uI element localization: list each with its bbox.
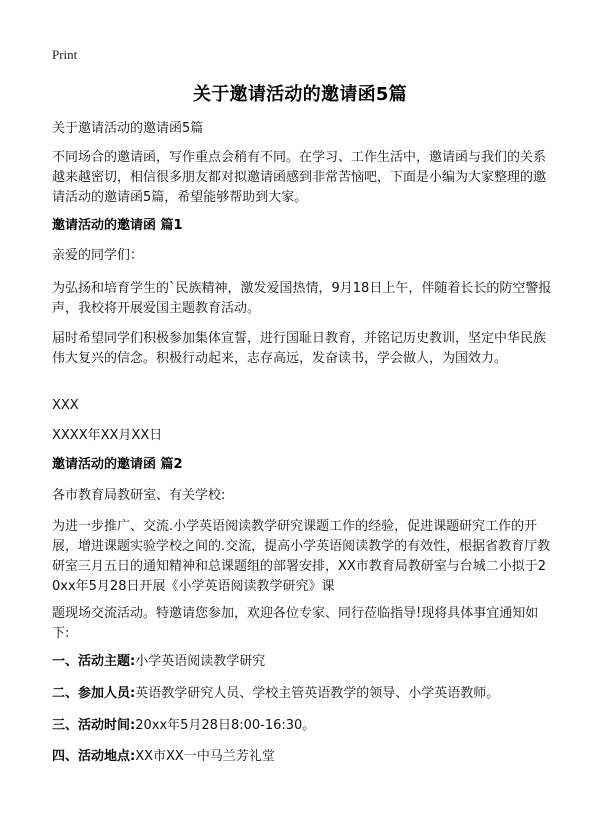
activity-item-label: 一、活动主题: xyxy=(52,654,136,669)
activity-item-value: 英语教学研究人员、学校主管英语教学的领导、小学英语教师。 xyxy=(135,686,500,701)
activity-item-value: XX市XX一中马兰芳礼堂 xyxy=(135,749,275,764)
letter1-paragraph-1: 为弘扬和培育学生的`民族精神，激发爱国热情，9月18日上午，伴随着长长的防空警报声，我校将开展爱国主题教育活动。 xyxy=(52,281,552,316)
letter2-paragraph-1: 为进一步推广、交流.小学英语阅读教学研究课题工作的经验，促进课题研究工作的开展，增进课题实验学校之间的.交流，提高小学英语阅读教学的有效性，根据省教育厅教研室三月五日的通知精神和总课题组的部署安排，XX市教育局教研室与台城二小拟于20xx年5月28日开展《小学英语阅读教学研究》课 xyxy=(52,519,551,594)
letter2-paragraph-2: 题现场交流活动。特邀请您参加，欢迎各位专家、同行莅临指导!现将具体事宜通知如下: xyxy=(52,606,539,641)
letter1-heading: 邀请活动的邀请函 篇1 xyxy=(52,218,183,233)
letter1-paragraph-2: 届时希望同学们积极参加集体宣誓，进行国耻日教育，并铭记历史教训，坚定中华民族伟大复兴的信念。积极行动起来，志存高远，发奋读书，学会做人，为国效力。 xyxy=(52,331,547,366)
activity-item-location xyxy=(52,747,552,767)
print-label[interactable]: Print xyxy=(52,47,78,62)
letter1-date: XXXX年XX月XX日 xyxy=(52,428,163,443)
activity-item-time xyxy=(52,716,552,736)
activity-item-label: 二、参加人员: xyxy=(52,686,136,701)
letter2-greeting: 各市教育局教研室、有关学校: xyxy=(52,488,226,503)
letter1-signature: XXX xyxy=(52,398,79,413)
activity-item-participants xyxy=(52,684,552,704)
letter1-greeting: 亲爱的同学们： xyxy=(52,248,144,263)
activity-item-label: 三、活动时间: xyxy=(52,718,136,733)
intro-subtitle: 关于邀请活动的邀请函5篇 xyxy=(52,121,204,136)
activity-item-theme xyxy=(52,652,552,672)
activity-item-label: 四、活动地点: xyxy=(52,749,136,764)
activity-item-value: 20xx年5月28日8:00-16:30。 xyxy=(135,718,316,733)
document-title: 关于邀请活动的邀请函5篇 xyxy=(192,84,408,105)
activity-item-value: 小学英语阅读教学研究 xyxy=(135,654,266,669)
letter2-heading: 邀请活动的邀请函 篇2 xyxy=(52,457,183,472)
intro-paragraph: 不同场合的邀请函，写作重点会稍有不同。在学习、工作生活中，邀请函与我们的关系越来越密切，相信很多朋友都对拟邀请函感到非常苦恼吧，下面是小编为大家整理的邀请活动的邀请函5篇，希望能够帮助到大家。 xyxy=(52,150,547,205)
